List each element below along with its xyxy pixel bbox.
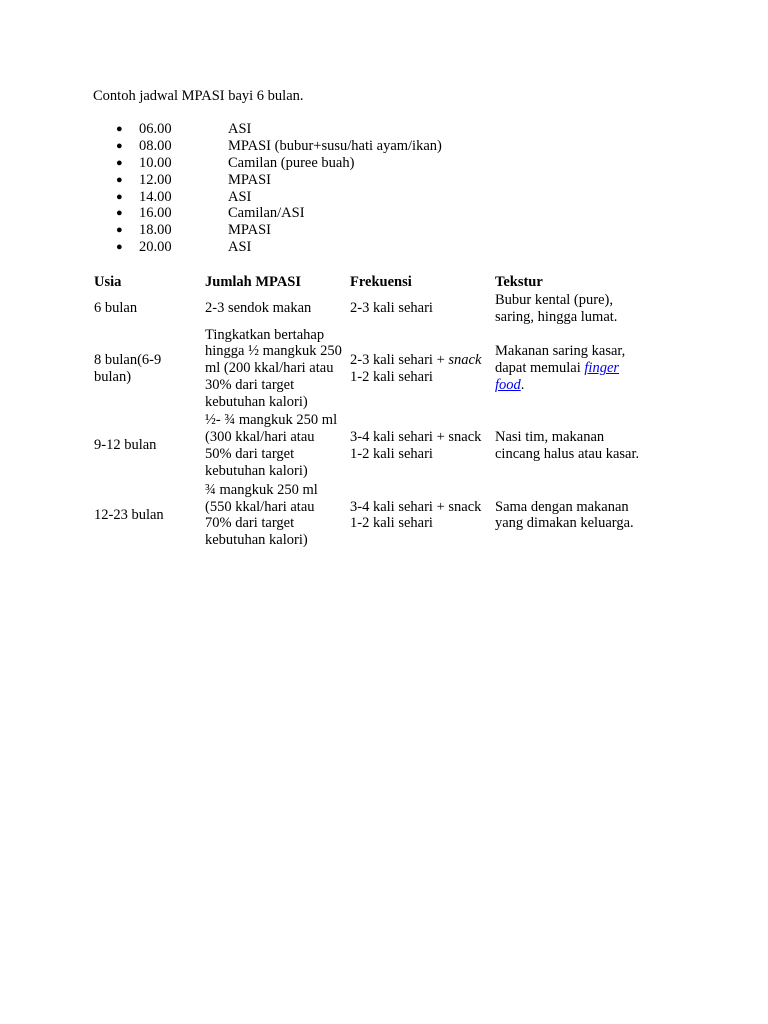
snack-text: snack — [448, 351, 482, 368]
frekuensi-text: 3-4 kali sehari + snack — [350, 498, 482, 515]
frekuensi-snack-text: 1-2 kali sehari — [350, 368, 433, 385]
schedule-activity: Camilan/ASI — [228, 205, 305, 222]
frekuensi-text: 2-3 kali sehari — [350, 300, 433, 317]
cell-tekstur — [489, 326, 649, 412]
intro-text: Contoh jadwal MPASI bayi 6 bulan. — [93, 88, 304, 104]
cell-frekuensi — [344, 479, 489, 551]
schedule-time: 06.00 — [139, 121, 172, 137]
frekuensi-snack-text: 1-2 kali sehari — [350, 515, 433, 532]
frekuensi-text: 3-4 kali sehari + snack — [350, 428, 482, 445]
bullet-icon: ● — [116, 156, 123, 169]
frekuensi-text: 2-3 kali sehari + — [350, 351, 449, 368]
bullet-icon: ● — [116, 224, 123, 237]
schedule-time: 10.00 — [139, 154, 172, 171]
schedule-time: 18.00 — [139, 222, 172, 239]
cell-jumlah: Tingkatkan bertahap hingga ½ mangkuk 250 ml (200 kkal/hari atau 30% dari target kebutuhan kalori) — [205, 326, 342, 411]
cell-usia: 9-12 bulan — [94, 437, 157, 454]
header-usia: Usia — [94, 273, 122, 290]
table-row — [88, 292, 649, 326]
bullet-icon: ● — [116, 207, 123, 220]
cell-usia: 6 bulan — [94, 300, 138, 317]
frekuensi-snack-text: 1-2 kali sehari — [350, 445, 433, 462]
bullet-icon: ● — [116, 139, 123, 152]
cell-frekuensi — [344, 292, 489, 326]
cell-jumlah: ¾ mangkuk 250 ml (550 kkal/hari atau 70% dari target kebutuhan kalori) — [205, 481, 318, 549]
mpasi-table — [88, 272, 649, 551]
cell-jumlah: ½- ¾ mangkuk 250 ml (300 kkal/hari atau 50% dari target kebutuhan kalori) — [205, 411, 338, 479]
cell-tekstur: Sama dengan makanan yang dimakan keluarga. — [495, 498, 634, 532]
table-row — [88, 326, 649, 412]
schedule-activity: MPASI — [228, 222, 271, 239]
bullet-icon: ● — [116, 173, 123, 186]
schedule-time: 12.00 — [139, 171, 172, 188]
table-row — [88, 479, 649, 551]
schedule-time: 20.00 — [139, 239, 172, 256]
cell-tekstur: Nasi tim, makanan cincang halus atau kasar. — [495, 428, 640, 462]
table-header-row — [88, 272, 649, 292]
schedule-time: 14.00 — [139, 188, 172, 205]
header-frekuensi: Frekuensi — [350, 273, 412, 290]
schedule-activity: MPASI — [228, 171, 271, 188]
tekstur-text: Makanan saring kasar, dapat memulai — [495, 343, 626, 377]
schedule-activity: MPASI (bubur+susu/hati ayam/ikan) — [228, 137, 442, 154]
schedule-time: 16.00 — [139, 205, 172, 222]
header-jumlah: Jumlah MPASI — [205, 273, 302, 290]
header-tekstur: Tekstur — [495, 273, 543, 290]
schedule-activity: ASI — [228, 188, 252, 205]
cell-jumlah: 2-3 sendok makan — [205, 300, 312, 317]
cell-tekstur: Bubur kental (pure), saring, hingga lumat. — [495, 292, 618, 325]
cell-frekuensi — [344, 412, 489, 480]
finger-food-link[interactable]: finger food — [495, 360, 620, 394]
schedule-activity: Camilan (puree buah) — [228, 154, 355, 171]
bullet-icon: ● — [116, 123, 123, 135]
cell-usia: 8 bulan(6-9 bulan) — [94, 351, 162, 385]
bullet-icon: ● — [116, 241, 123, 254]
bullet-icon: ● — [116, 190, 123, 203]
cell-frekuensi — [344, 326, 489, 412]
cell-usia: 12-23 bulan — [94, 506, 164, 523]
schedule-activity: ASI — [228, 239, 252, 256]
table-row — [88, 412, 649, 480]
schedule-activity: ASI — [228, 121, 252, 137]
tekstur-end: . — [520, 377, 525, 394]
schedule-time: 08.00 — [139, 137, 172, 154]
